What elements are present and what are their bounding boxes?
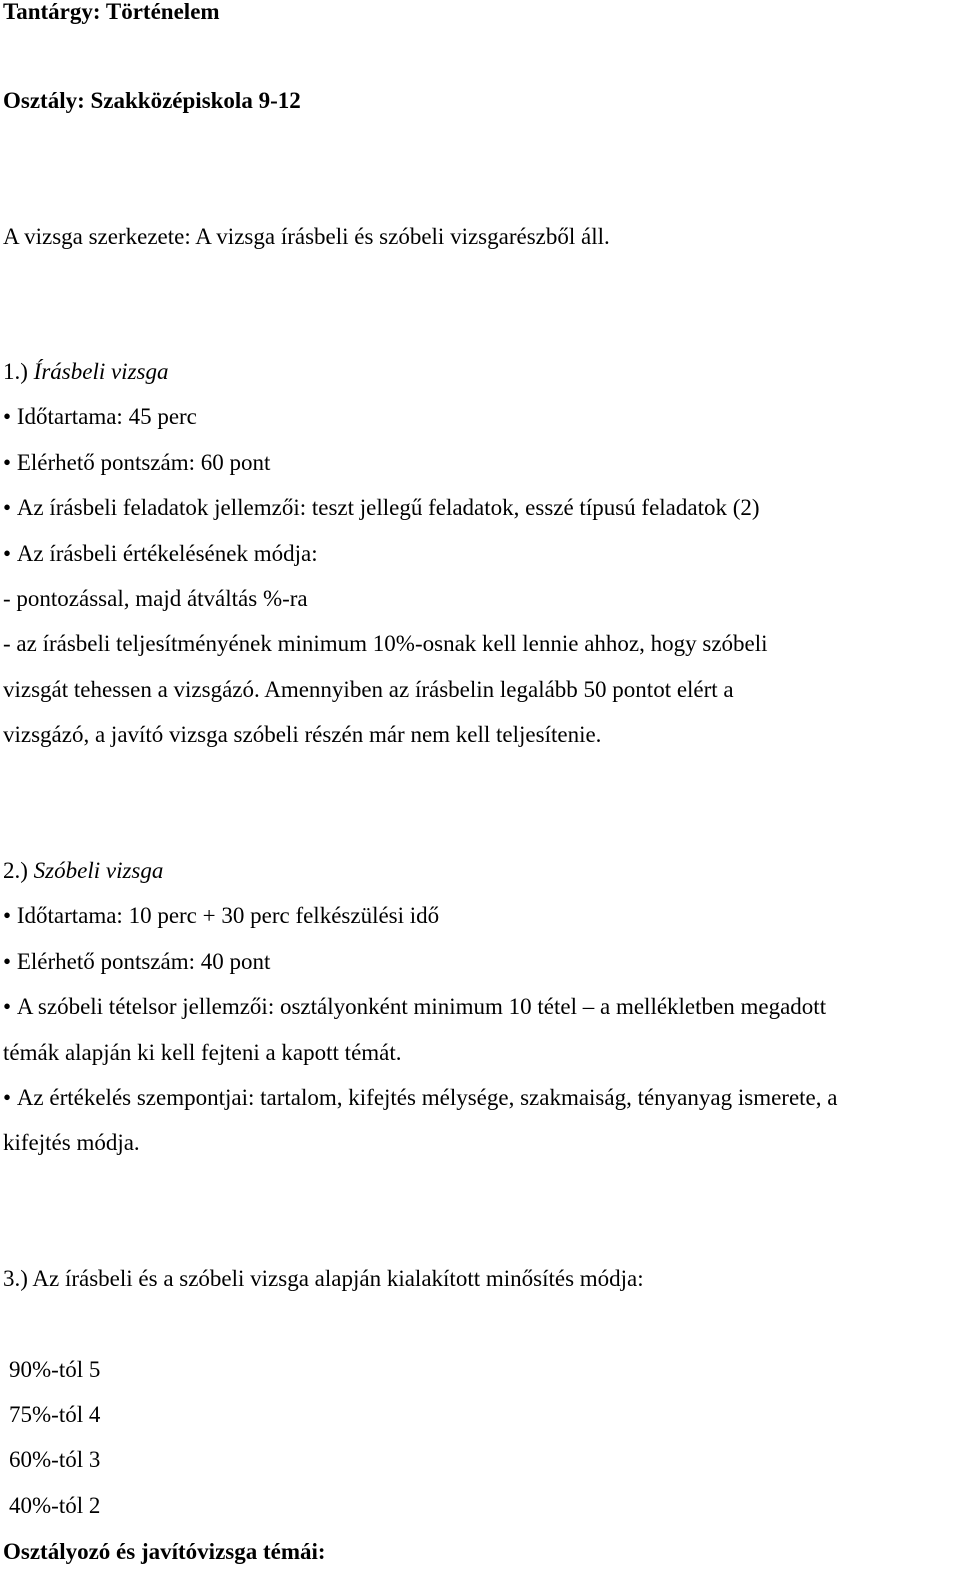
- written-exam-number: 1.): [3, 359, 28, 384]
- grading-heading: 3.) Az írásbeli és a szóbeli vizsga alapján kialakított minősítés módja:: [3, 1266, 644, 1291]
- oral-max-points: • Elérhető pontszám: 40 pont: [3, 948, 270, 976]
- exam-structure-text: A vizsga szerkezete: A vizsga írásbeli és szóbeli vizsgarészből áll.: [3, 224, 610, 249]
- written-max-points: • Elérhető pontszám: 60 pont: [3, 449, 270, 477]
- oral-criteria-line-1: • Az értékelés szempontjai: tartalom, kifejtés mélysége, szakmaiság, tényanyag ismerete, a: [3, 1084, 837, 1112]
- subject-heading: Tantárgy: Történelem: [3, 0, 220, 24]
- grade-level-4: 75%-tól 4: [9, 1402, 101, 1427]
- written-scoring-dash: - pontozással, majd átváltás %-ra: [3, 586, 308, 611]
- grade-level-3: 60%-tól 3: [9, 1447, 101, 1472]
- oral-topic-features-line-2: témák alapján ki kell fejteni a kapott témát.: [3, 1040, 402, 1065]
- written-exam-title: Írásbeli vizsga: [33, 359, 169, 384]
- class-heading: Osztály: Szakközépiskola 9-12: [3, 88, 301, 113]
- written-task-features: • Az írásbeli feladatok jellemzői: teszt jellegű feladatok, esszé típusú feladatok (2): [3, 494, 760, 522]
- oral-exam-heading: [3, 857, 163, 885]
- grade-level-2: 40%-tól 2: [9, 1493, 101, 1518]
- grade-level-5: 90%-tól 5: [9, 1357, 101, 1382]
- written-evaluation-method: • Az írásbeli értékelésének módja:: [3, 540, 318, 568]
- written-minimum-line-1: - az írásbeli teljesítményének minimum 10%-osnak kell lennie ahhoz, hogy szóbeli: [3, 631, 768, 656]
- topics-heading: Osztályozó és javítóvizsga témái:: [3, 1539, 326, 1564]
- written-minimum-line-3: vizsgázó, a javító vizsga szóbeli részén már nem kell teljesítenie.: [3, 722, 602, 747]
- oral-criteria-line-2: kifejtés módja.: [3, 1130, 140, 1155]
- oral-exam-title: Szóbeli vizsga: [33, 858, 164, 883]
- oral-exam-number: 2.): [3, 858, 28, 883]
- written-minimum-line-2: vizsgát tehessen a vizsgázó. Amennyiben az írásbelin legalább 50 pontot elért a: [3, 677, 734, 702]
- written-exam-heading: [3, 358, 168, 386]
- written-duration: • Időtartama: 45 perc: [3, 403, 197, 431]
- oral-duration: • Időtartama: 10 perc + 30 perc felkészülési idő: [3, 902, 439, 930]
- oral-topic-features-line-1: • A szóbeli tételsor jellemzői: osztályonként minimum 10 tétel – a mellékletben megadott: [3, 993, 826, 1021]
